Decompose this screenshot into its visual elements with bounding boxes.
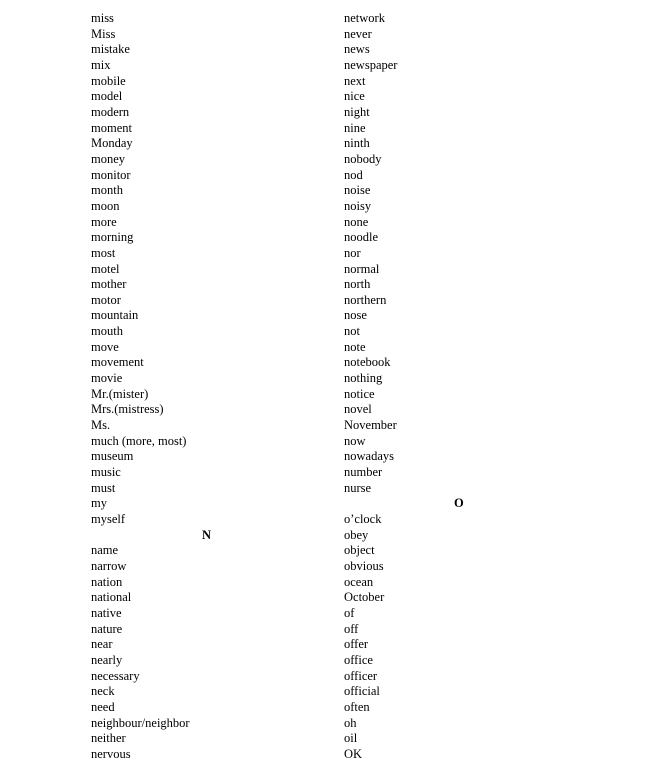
vocabulary-word: mouth: [91, 324, 123, 339]
vocabulary-word: number: [344, 465, 383, 480]
vocabulary-word: nation: [91, 574, 123, 589]
vocabulary-word: obvious: [344, 558, 384, 573]
vocabulary-word: noodle: [344, 230, 379, 245]
vocabulary-word: oil: [344, 731, 358, 746]
vocabulary-word: nurse: [344, 480, 372, 495]
vocabulary-word: nature: [91, 621, 123, 636]
vocabulary-word: national: [91, 590, 132, 605]
vocabulary-word: novel: [344, 402, 372, 417]
vocabulary-word: next: [344, 73, 366, 88]
vocabulary-word: Miss: [91, 26, 116, 41]
vocabulary-word: month: [91, 183, 123, 198]
vocabulary-word: motor: [91, 292, 121, 307]
vocabulary-word: offer: [344, 637, 369, 652]
vocabulary-word: Mr.(mister): [91, 386, 149, 401]
vocabulary-word: noise: [344, 183, 371, 198]
vocabulary-word: modern: [91, 104, 130, 119]
vocabulary-word: neither: [91, 731, 126, 746]
word-list-left-column: [91, 11, 321, 763]
vocabulary-word: Mrs.(mistress): [91, 402, 164, 417]
vocabulary-word: nice: [344, 89, 365, 104]
vocabulary-word: mistake: [91, 42, 130, 57]
vocabulary-word: Monday: [91, 136, 133, 151]
vocabulary-word: need: [91, 699, 115, 714]
vocabulary-word: often: [344, 699, 370, 714]
vocabulary-word: mix: [91, 57, 111, 72]
vocabulary-word: name: [91, 543, 119, 558]
vocabulary-word: nose: [344, 308, 367, 323]
vocabulary-word: my: [91, 496, 107, 511]
vocabulary-word: motel: [91, 261, 120, 276]
vocabulary-word: ninth: [344, 136, 370, 151]
vocabulary-word: never: [344, 26, 372, 41]
vocabulary-word: Ms.: [91, 418, 111, 433]
vocabulary-word: more: [91, 214, 117, 229]
vocabulary-word: news: [344, 42, 370, 57]
vocabulary-word: mother: [91, 277, 127, 292]
vocabulary-word: movement: [91, 355, 144, 370]
vocabulary-word: most: [91, 245, 116, 260]
vocabulary-word: obey: [344, 527, 369, 542]
vocabulary-word: north: [344, 277, 371, 292]
vocabulary-word: notebook: [344, 355, 391, 370]
vocabulary-word: normal: [344, 261, 380, 276]
vocabulary-word: model: [91, 89, 123, 104]
vocabulary-word: music: [91, 465, 121, 480]
vocabulary-word: off: [344, 621, 359, 636]
vocabulary-word: of: [344, 605, 355, 620]
vocabulary-word: neighbour/neighbor: [91, 715, 190, 730]
vocabulary-word: none: [344, 214, 369, 229]
vocabulary-word: nowadays: [344, 449, 394, 464]
vocabulary-word: movie: [91, 371, 123, 386]
vocabulary-word: official: [344, 684, 380, 699]
vocabulary-word: network: [344, 11, 385, 25]
vocabulary-word: native: [91, 605, 122, 620]
vocabulary-word: object: [344, 543, 375, 558]
vocabulary-word: much (more, most): [91, 433, 187, 448]
vocabulary-word: narrow: [91, 558, 127, 573]
vocabulary-word: now: [344, 433, 366, 448]
vocabulary-word: money: [91, 151, 126, 166]
vocabulary-word: newspaper: [344, 57, 398, 72]
vocabulary-word: officer: [344, 668, 378, 683]
vocabulary-word: oh: [344, 715, 357, 730]
section-letter-heading: N: [202, 527, 212, 542]
vocabulary-word: moment: [91, 120, 132, 135]
word-list-right-column: [344, 11, 574, 763]
vocabulary-word: miss: [91, 11, 114, 25]
vocabulary-word: move: [91, 339, 119, 354]
vocabulary-word: must: [91, 480, 116, 495]
vocabulary-word: nothing: [344, 371, 383, 386]
vocabulary-word: near: [91, 637, 113, 652]
vocabulary-word: mobile: [91, 73, 126, 88]
vocabulary-word: ocean: [344, 574, 374, 589]
vocabulary-word: necessary: [91, 668, 140, 683]
vocabulary-word: nine: [344, 120, 366, 135]
vocabulary-word: October: [344, 590, 385, 605]
vocabulary-word: monitor: [91, 167, 131, 182]
vocabulary-word: nervous: [91, 746, 131, 761]
vocabulary-word: office: [344, 652, 373, 667]
section-letter-heading: O: [454, 496, 464, 511]
vocabulary-word: morning: [91, 230, 134, 245]
vocabulary-word: neck: [91, 684, 115, 699]
vocabulary-word: notice: [344, 386, 375, 401]
vocabulary-word: nor: [344, 245, 361, 260]
vocabulary-word: moon: [91, 198, 120, 213]
vocabulary-word: museum: [91, 449, 134, 464]
vocabulary-word: note: [344, 339, 366, 354]
vocabulary-word: o’clock: [344, 512, 382, 526]
vocabulary-word: nod: [344, 167, 363, 182]
vocabulary-word: night: [344, 104, 370, 119]
vocabulary-word: myself: [91, 512, 126, 526]
vocabulary-word: northern: [344, 292, 387, 307]
vocabulary-word: mountain: [91, 308, 139, 323]
vocabulary-word: not: [344, 324, 360, 339]
vocabulary-word: nearly: [91, 652, 123, 667]
vocabulary-word: November: [344, 418, 397, 433]
vocabulary-word: nobody: [344, 151, 382, 166]
vocabulary-word: noisy: [344, 198, 372, 213]
vocabulary-word: OK: [344, 746, 363, 761]
